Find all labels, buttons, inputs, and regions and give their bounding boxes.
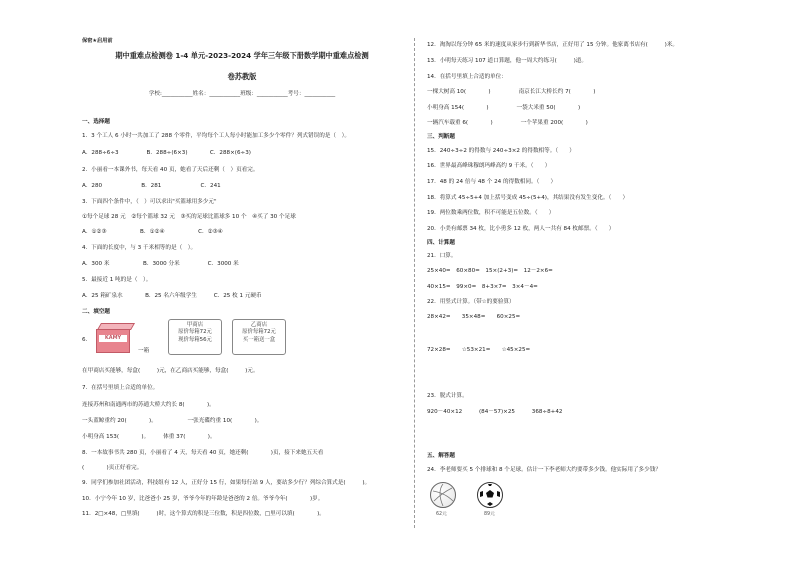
volleyball-price: 62元 bbox=[436, 512, 447, 517]
question-6-number: 6． bbox=[82, 337, 92, 343]
shop-jia-line2: 现价每箱56元 bbox=[178, 336, 212, 343]
student-info-line: 学校:___________姓名：___________班级：___________考号：___________ bbox=[148, 91, 336, 97]
question-14-a: 一棵大树高 10( ) 南京长江大桥长约 7( ) bbox=[427, 89, 596, 95]
product-box-label: KAMY bbox=[99, 335, 127, 342]
shop-jia-card bbox=[168, 319, 222, 355]
question-2-options: A．280 B．281 C．241 bbox=[82, 183, 221, 189]
question-21-b: 40×15= 99×0= 8+3×7= 3×4－4= bbox=[427, 284, 538, 290]
section-choice-heading: 一、选择题 bbox=[82, 119, 110, 125]
section-judge-heading: 三、判断题 bbox=[427, 134, 455, 140]
question-22: 22．用竖式计算。（带☆的要验算） bbox=[427, 299, 515, 305]
question-17: 17．48 的 24 倍与 48 个 24 的得数相同。（ ） bbox=[427, 179, 557, 185]
football-pattern-icon bbox=[478, 483, 502, 507]
shop-yi-card bbox=[232, 319, 286, 355]
shop-yi-name: 乙商店 bbox=[250, 322, 268, 328]
question-21: 21．口算。 bbox=[427, 253, 457, 259]
question-5: 5．最接近 1 吨的是（ ）。 bbox=[82, 277, 152, 283]
shop-jia-line1: 原价每箱72元 bbox=[178, 329, 212, 336]
question-4-options: A．300 米 B．3000 分米 C．3000 米 bbox=[82, 261, 239, 267]
product-box-image bbox=[96, 323, 132, 353]
page-title-line1: 期中重难点检测卷 1-4 单元-2023-2024 学年三年级下册数学期中重难点检测 bbox=[115, 51, 369, 60]
question-23: 23．脱式计算。 bbox=[427, 393, 468, 399]
section-calc-heading: 四、计算题 bbox=[427, 240, 455, 246]
question-14-b: 小明身高 154( ) 一袋大米重 50( ) bbox=[427, 105, 581, 111]
question-7-a: 连接苏州和南通两市的苏通大桥大约长 8( )。 bbox=[82, 402, 215, 408]
question-14: 14．在括号里填上合适的单位： bbox=[427, 74, 507, 80]
shop-yi-line1: 原价每箱72元 bbox=[242, 329, 276, 336]
secret-label: 保密★启用前 bbox=[82, 38, 113, 44]
question-7: 7．在括号里填上合适的单位。 bbox=[82, 385, 159, 391]
question-1-options: A．288÷6÷3 B．288÷(6×3) C．288×(6÷3) bbox=[82, 150, 251, 156]
question-4: 4．下面的长度中，与 3 千米相等的是（ ）。 bbox=[82, 245, 197, 251]
question-1: 1．3 个工人 6 小时一共加工了 288 个零件，平均每个工人每小时能加工多少个零件？列式错误的是（ ）。 bbox=[82, 133, 350, 139]
question-8: 8．一本故事书共 280 页，小丽看了 4 天，每天看 40 页，她还剩( )页，接下来她五天看 bbox=[82, 450, 324, 456]
football-image bbox=[477, 482, 503, 508]
question-3-options: A．①②③ B．①②④ C．②③④ bbox=[82, 229, 223, 235]
question-2: 2．小丽看一本课外书，每天看 40 页，她看了天后还剩（ ）页看完。 bbox=[82, 167, 259, 173]
product-unit: 一箱 bbox=[138, 348, 150, 354]
question-16: 16．世界最高峰珠穆朗玛峰高约 9 千米。（ ） bbox=[427, 163, 551, 169]
question-11: 11．2□×48，□里填( )时，这个算式的积是三位数，积是四位数，□里可以填( )。 bbox=[82, 511, 325, 517]
question-21-a: 25×40= 60×80= 15×(2+3)= 12－2×6= bbox=[427, 268, 553, 274]
question-20: 20．小美有邮票 34 枚，比小勇多 12 枚，两人一共有 84 枚邮票。（ ） bbox=[427, 226, 615, 232]
question-15: 15．240÷3÷2 的得数与 240÷3×2 的得数相等。（ ） bbox=[427, 148, 575, 154]
volleyball-seams-icon bbox=[431, 483, 455, 507]
question-8-b: ( )页正好看完。 bbox=[82, 465, 143, 471]
volleyball-image bbox=[430, 482, 456, 508]
question-22-a: 28×42= 35×48= 60×25= bbox=[427, 314, 521, 320]
question-3: 3．下面四个条件中，（ ）可以求出"买篮球用多少元" bbox=[82, 199, 217, 205]
left-column bbox=[82, 0, 402, 562]
question-18: 18．将算式 45÷5+4 加上括号变成 45÷(5+4)，其结果没有发生变化。（ ） bbox=[427, 195, 629, 201]
section-solve-heading: 五、解答题 bbox=[427, 453, 455, 459]
question-12: 12．淘淘以每分钟 65 米的速度从家步行到新华书店，正好用了 15 分钟。他家离书店有( )米。 bbox=[427, 42, 678, 48]
question-14-c: 一辆汽车载重 6( ) 一个苹果重 200( ) bbox=[427, 120, 588, 126]
question-7-b: 一头蓝鲸重约 20( )。 一张光碟约重 10( )。 bbox=[82, 418, 263, 424]
question-5-options: A．25 箱矿泉水 B．25 名六年级学生 C．25 枚 1 元硬币 bbox=[82, 293, 262, 299]
question-24: 24．李老师要买 5 个排球和 8 个足球。估计一下李老师大约要带多少钱。他实际用了多少钱？ bbox=[427, 467, 661, 473]
question-7-c: 小明身高 153( )。 体重 37( )。 bbox=[82, 434, 216, 440]
question-23-a: 920－40×12 (84－57)×25 368÷8+42 bbox=[427, 409, 563, 415]
shop-jia-name: 甲商店 bbox=[186, 322, 204, 328]
shop-yi-line2: 买一箱送一盒 bbox=[242, 336, 276, 343]
page-title-line2: 卷苏教版 bbox=[227, 72, 257, 81]
question-9: 9．同学们参加社团活动，科技组有 12 人，正好分 15 行，如果每行站 9 人，要站多少行？列综合算式是( )。 bbox=[82, 480, 371, 486]
section-fill-heading: 二、填空题 bbox=[82, 309, 110, 315]
question-3-conditions: ①每个足球 28 元 ②每个篮球 32 元 ③买的足球比篮球多 10 个 ④买了 30 个足球 bbox=[82, 214, 296, 220]
question-6-text: 在甲商店买能够，每盒( )元，在乙商店买能够，每盒( )元。 bbox=[82, 368, 259, 374]
question-13: 13．小明每天练习 107 道口算题，他一周大约练习( )道。 bbox=[427, 58, 587, 64]
question-19: 19．两位数乘两位数，积不可能是五位数。（ ） bbox=[427, 210, 555, 216]
question-10: 10．小宁今年 10 岁，比爸爸小 25 岁，爷爷今年的年龄是爸爸的 2 倍。爷爷今年( )岁。 bbox=[82, 496, 324, 502]
right-column bbox=[427, 0, 757, 562]
question-22-b: 72×28= ☆53×21= ☆45×25= bbox=[427, 347, 531, 353]
football-price: 89元 bbox=[484, 512, 495, 517]
column-divider bbox=[414, 38, 415, 528]
